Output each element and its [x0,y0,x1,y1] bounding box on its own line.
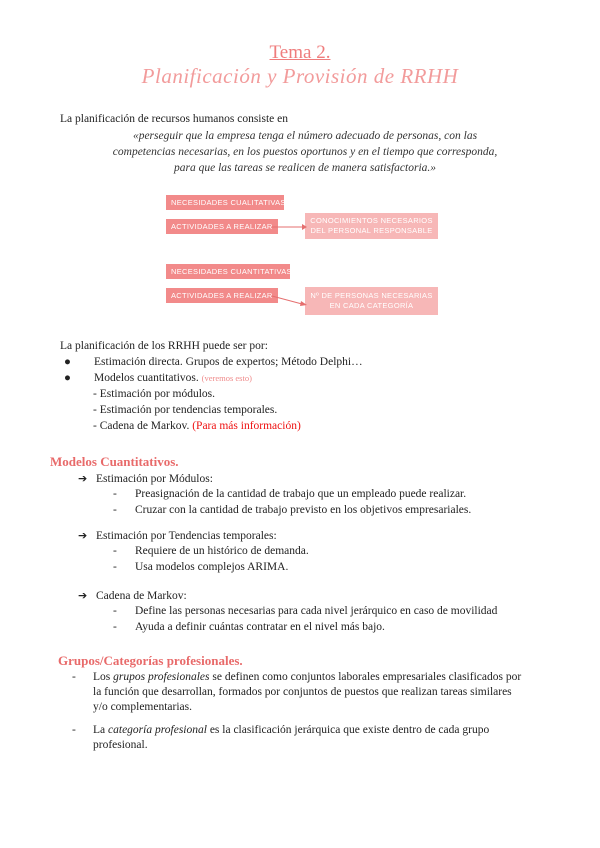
model-item: - Preasignación de la cantidad de trabajo que un empleado puede realizar. [113,488,467,500]
model-item: - Ayuda a definir cuántas contratar en el nivel más bajo. [113,621,385,633]
models-heading: Modelos Cuantitativos. [50,454,179,469]
model-item: - Cruzar con la cantidad de trabajo previsto en los objetivos empresariales. [113,504,472,516]
quantitative-result-box [305,287,438,315]
quote-line: «perseguir que la empresa tenga el número adecuado de personas, con las [132,130,478,142]
intro-quote [60,128,550,176]
result-line: DEL PERSONAL RESPONSABLE [310,226,433,235]
dash-icon: - [113,621,117,633]
arrow-right-icon: ➔ [78,529,88,542]
category-definition [93,723,553,753]
model-group-title: ➔ Estimación por Módulos: [78,472,213,485]
bullet-icon: ● [64,372,71,384]
model-item: - Define las personas necesarias para cada nivel jerárquico en caso de movilidad [113,605,498,617]
dash-icon: - [113,504,117,516]
quantitative-needs-box: NECESIDADES CUANTITATIVAS [166,264,290,279]
result-line: CONOCIMIENTOS NECESARIOS [310,216,433,225]
model-group-title: ➔ Estimación por Tendencias temporales: [78,529,277,542]
dash-icon: - [113,605,117,617]
definition-line: La categoría profesional es la clasificación jerárquica que existe dentro de cada grupo [93,724,490,736]
intro-lead: La planificación de recursos humanos consiste en [60,113,289,125]
bullet-note: (veremos esto) [201,373,252,383]
result-line: EN CADA CATEGORÍA [329,301,414,310]
dash-icon: - [113,488,117,500]
definition-line: la función que desarrollan, formados por conjuntos de puestos que realizan tareas similares [93,686,512,698]
dash-icon: - [113,561,117,573]
qualitative-activities-box: ACTIVIDADES A REALIZAR [166,219,278,234]
definition-line: profesional. [93,739,148,751]
bullet-text: Modelos cuantitativos. [94,372,199,384]
term-grupos: grupos profesionales [113,671,210,683]
planning-bullet [64,355,363,370]
planning-sub-item [93,419,301,434]
qualitative-result-box [305,213,438,239]
dash-icon: - [113,545,117,557]
planning-sub-item: - Estimación por tendencias temporales. [93,404,278,416]
groups-heading: Grupos/Categorías profesionales. [58,653,243,668]
dash-icon: - [72,724,76,736]
model-item: - Usa modelos complejos ARIMA. [113,561,289,573]
groups-definition [93,670,553,715]
arrow-right-icon: ➔ [78,472,88,485]
planning-sub-item: - Estimación por módulos. [93,388,216,400]
page-title: Tema 2. [269,42,331,63]
model-group-title: ➔ Cadena de Markov: [78,589,187,602]
planning-lead: La planificación de los RRHH puede ser por: [60,340,268,352]
quote-line: para que las tareas se realicen de manera satisfactoria.» [173,162,437,174]
definition-line: y/o complementarias. [93,701,192,713]
arrow-right-icon: ➔ [78,589,88,602]
quantitative-activities-box: ACTIVIDADES A REALIZAR [166,288,278,303]
more-info-link[interactable]: (Para más información) [192,420,301,432]
arrow-qualitative-icon [272,224,307,230]
definition-line: Los grupos profesionales se definen como conjuntos laborales empresariales clasificados por [93,671,522,683]
planning-bullet [64,371,252,386]
model-item: - Requiere de un histórico de demanda. [113,545,309,557]
arrow-quantitative-icon [272,296,307,306]
diagram-arrows [270,210,310,310]
term-categoria: categoría profesional [108,724,207,736]
result-line: Nº DE PERSONAS NECESARIAS [310,291,433,300]
bullet-icon: ● [64,356,71,368]
quote-line: competencias necesarias, en los puestos oportunos y en el tiempo que corresponda, [112,146,498,158]
sub-item-text: - Cadena de Markov. [93,420,190,432]
dash-icon: - [72,671,76,683]
page-subtitle: Planificación y Provisión de RRHH [141,64,459,88]
qualitative-needs-box: NECESIDADES CUALITATIVAS [166,195,284,210]
bullet-text: Estimación directa. Grupos de expertos; Método Delphi… [94,356,363,368]
